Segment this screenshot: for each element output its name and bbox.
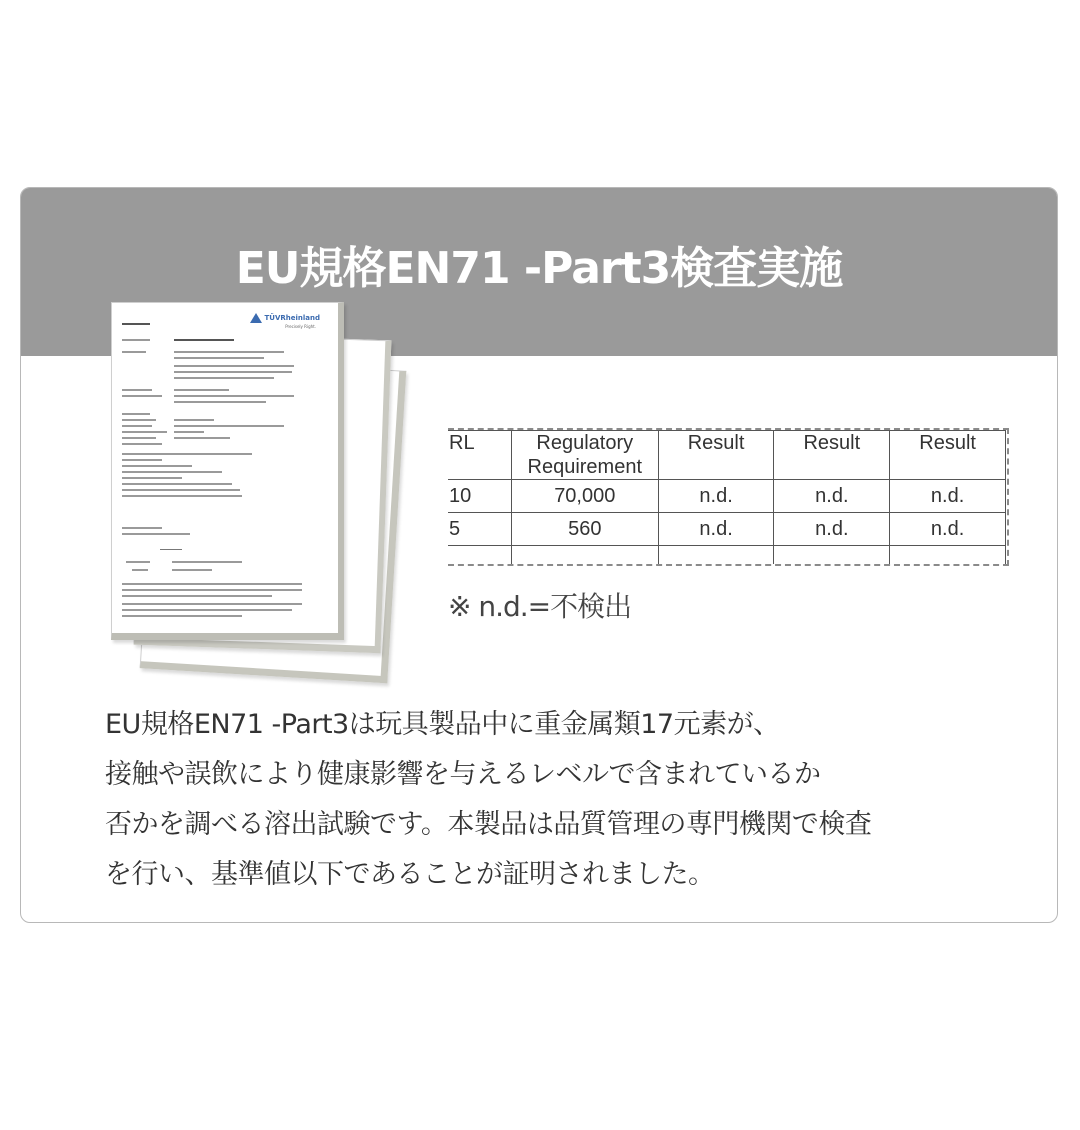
table-header-row xyxy=(448,431,1006,480)
doc-text-line xyxy=(122,351,146,353)
doc-text-line xyxy=(122,431,167,433)
tuv-tagline: Precisely Right. xyxy=(285,324,316,329)
table-cell: 70,000 xyxy=(511,480,658,513)
doc-text-line xyxy=(122,615,242,617)
table-row xyxy=(448,480,1006,513)
doc-text-line xyxy=(174,395,294,397)
doc-text-line xyxy=(174,401,266,403)
tuv-triangle-icon xyxy=(250,313,262,323)
doc-text-line xyxy=(122,483,232,485)
doc-text-line xyxy=(174,357,264,359)
table-cell xyxy=(774,546,890,567)
description-line: 否かを調べる溶出試験です。本製品は品質管理の専門機関で検査 xyxy=(105,809,872,840)
table-cell: n.d. xyxy=(890,513,1006,546)
doc-text-line xyxy=(122,453,252,455)
doc-text-line xyxy=(122,477,182,479)
results-table xyxy=(448,430,1006,566)
table-row-cut xyxy=(448,546,1006,567)
doc-text-line xyxy=(174,431,204,433)
table-row xyxy=(448,513,1006,546)
doc-text-line xyxy=(122,609,292,611)
table-header-cell: RL xyxy=(448,431,511,480)
doc-text-line xyxy=(122,471,222,473)
table-cell xyxy=(658,546,774,567)
doc-text-line xyxy=(122,323,150,325)
results-table-excerpt xyxy=(448,428,1009,566)
table-header-cell: Result xyxy=(658,431,774,480)
description-line: 接触や誤飲により健康影響を与えるレベルで含まれているか xyxy=(105,759,821,790)
doc-text-line xyxy=(122,595,272,597)
doc-text-line xyxy=(122,437,156,439)
table-header-cell: Result xyxy=(890,431,1006,480)
doc-text-line xyxy=(174,351,284,353)
description xyxy=(105,700,1025,900)
doc-text-line xyxy=(122,413,150,415)
doc-text-line xyxy=(122,395,162,397)
table-cell: n.d. xyxy=(890,480,1006,513)
doc-text-line xyxy=(122,603,302,605)
doc-text-line xyxy=(122,465,192,467)
doc-text-line xyxy=(122,389,152,391)
doc-text-line xyxy=(122,425,152,427)
doc-text-line xyxy=(172,569,212,571)
doc-text-line xyxy=(174,339,234,341)
doc-text-line xyxy=(174,377,274,379)
signature-mark xyxy=(160,535,182,550)
table-cell: n.d. xyxy=(774,513,890,546)
table-cell: n.d. xyxy=(774,480,890,513)
table-cell xyxy=(511,546,658,567)
table-cell: 560 xyxy=(511,513,658,546)
test-report-document xyxy=(111,302,344,640)
table-cell xyxy=(890,546,1006,567)
table-header-cell: Result xyxy=(774,431,890,480)
doc-text-line xyxy=(122,459,162,461)
doc-text-line xyxy=(122,339,150,341)
table-cell xyxy=(448,546,511,567)
doc-text-line xyxy=(174,419,214,421)
card-title: EU規格EN71 -Part3検査実施 xyxy=(235,243,843,294)
doc-text-line xyxy=(174,437,230,439)
doc-text-line xyxy=(132,569,148,571)
table-cell: n.d. xyxy=(658,513,774,546)
doc-text-line xyxy=(122,495,242,497)
description-line: EU規格EN71 -Part3は玩具製品中に重金属類17元素が、 xyxy=(105,709,780,740)
doc-text-line xyxy=(122,583,302,585)
doc-text-line xyxy=(122,527,162,529)
doc-text-line xyxy=(174,425,284,427)
doc-text-line xyxy=(122,419,156,421)
table-cell: 10 xyxy=(448,480,511,513)
doc-text-line xyxy=(126,561,150,563)
doc-text-line xyxy=(174,389,229,391)
doc-text-line xyxy=(122,589,302,591)
tuv-logo-text: TÜVRheinland xyxy=(264,314,320,322)
tuv-logo xyxy=(250,313,321,323)
doc-text-line xyxy=(122,489,240,491)
table-cell: 5 xyxy=(448,513,511,546)
doc-text-line xyxy=(122,443,162,445)
doc-text-line xyxy=(174,365,294,367)
doc-text-line xyxy=(174,371,292,373)
description-line: を行い、基準値以下であることが証明されました。 xyxy=(105,859,715,890)
doc-text-line xyxy=(172,561,242,563)
table-cell: n.d. xyxy=(658,480,774,513)
table-header-cell: Regulatory Requirement xyxy=(511,431,658,480)
nd-footnote: ※ n.d.=不検出 xyxy=(448,590,632,623)
inspection-card xyxy=(20,187,1058,923)
